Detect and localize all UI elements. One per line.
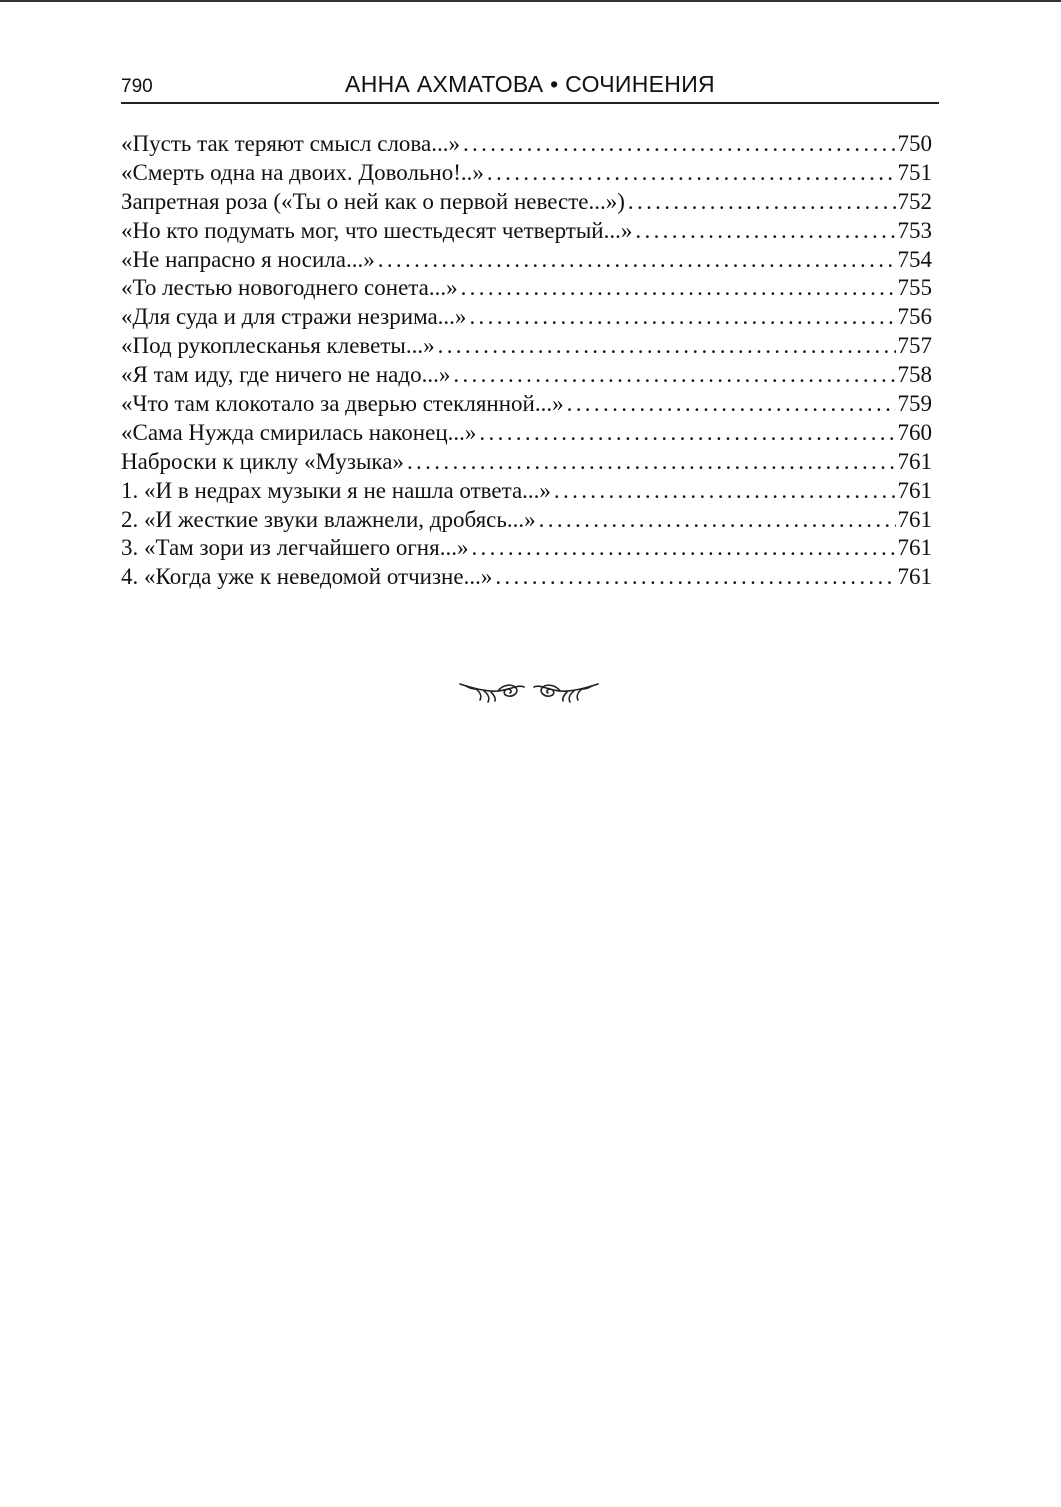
- toc-entry-page: 753: [897, 217, 932, 243]
- toc-entry-page: 761: [897, 535, 932, 561]
- toc-entry[interactable]: [121, 188, 932, 217]
- toc-dot-leader: [463, 130, 896, 159]
- toc-entry[interactable]: [121, 246, 932, 275]
- toc-dot-leader: [567, 390, 896, 419]
- toc-entry[interactable]: [121, 563, 932, 592]
- page-number: 790: [121, 76, 153, 97]
- toc-entry-page: 761: [897, 564, 932, 590]
- flourish-ornament-icon: [458, 676, 600, 706]
- toc-dot-leader: [635, 217, 895, 246]
- toc-dot-leader: [469, 303, 895, 332]
- running-head: [121, 66, 939, 104]
- toc-entry-page: 758: [897, 362, 932, 388]
- toc-entry-page: 750: [897, 131, 932, 156]
- toc-entry-page: 757: [897, 333, 932, 359]
- toc-entry-page: 760: [897, 419, 932, 445]
- toc-dot-leader: [628, 188, 896, 217]
- toc-entry-page: 761: [897, 477, 932, 503]
- table-of-contents: [121, 130, 932, 592]
- toc-dot-leader: [554, 477, 896, 506]
- toc-entry[interactable]: [121, 448, 932, 477]
- toc-entry-page: 761: [897, 506, 932, 532]
- toc-dot-leader: [407, 448, 896, 477]
- toc-entry[interactable]: [121, 534, 932, 563]
- toc-entry-page: 754: [897, 246, 932, 272]
- toc-dot-leader: [453, 361, 895, 390]
- toc-entry-title: «Но кто подумать мог, что шестьдесят четвертый...»: [121, 217, 633, 243]
- toc-entry-title: «Что там клокотало за дверью стеклянной...»: [121, 391, 564, 417]
- toc-entry-title: «Под рукоплесканья клеветы...»: [121, 333, 435, 359]
- toc-entry-title: «Не напрасно я носила...»: [121, 246, 375, 272]
- toc-entry[interactable]: [121, 332, 932, 361]
- toc-entry-page: 761: [897, 448, 932, 474]
- toc-entry[interactable]: [121, 477, 932, 506]
- toc-entry[interactable]: [121, 159, 932, 188]
- toc-entry[interactable]: [121, 303, 932, 332]
- toc-entry-title: 3. «Там зори из легчайшего огня...»: [121, 535, 469, 561]
- toc-dot-leader: [378, 246, 896, 275]
- toc-entry-page: 759: [897, 391, 932, 417]
- toc-entry-title: «Для суда и для стражи незрима...»: [121, 304, 467, 330]
- toc-dot-leader: [471, 534, 895, 563]
- running-title: АННА АХМАТОВА • СОЧИНЕНИЯ: [345, 71, 715, 97]
- toc-entry-page: 752: [897, 188, 932, 214]
- toc-entry-title: «Я там иду, где ничего не надо...»: [121, 362, 451, 388]
- toc-entry-title: 4. «Когда уже к неведомой отчизне...»: [121, 564, 493, 590]
- toc-entry-title: Наброски к циклу «Музыка»: [121, 448, 404, 474]
- toc-dot-leader: [479, 419, 895, 448]
- toc-dot-leader: [487, 159, 896, 188]
- toc-dot-leader: [539, 506, 896, 535]
- toc-entry[interactable]: [121, 361, 932, 390]
- toc-dot-leader: [495, 563, 895, 592]
- toc-entry-title: «Смерть одна на двоих. Довольно!..»: [121, 159, 484, 185]
- page-top-edge: [0, 0, 1061, 2]
- toc-entry-page: 751: [897, 159, 932, 185]
- toc-entry-title: «Пусть так теряют смысл слова...»: [121, 131, 460, 156]
- toc-entry-title: «То лестью новогоднего сонета...»: [121, 275, 458, 301]
- toc-entry-title: 2. «И жесткие звуки влажнели, дробясь...»: [121, 506, 536, 532]
- toc-dot-leader: [461, 274, 896, 303]
- toc-entry[interactable]: [121, 390, 932, 419]
- toc-dot-leader: [438, 332, 896, 361]
- toc-entry[interactable]: [121, 274, 932, 303]
- toc-entry[interactable]: [121, 419, 932, 448]
- toc-entry-title: «Сама Нужда смирилась наконец...»: [121, 419, 477, 445]
- toc-entry-page: 756: [897, 304, 932, 330]
- toc-entry-title: Запретная роза («Ты о ней как о первой невесте...»): [121, 188, 625, 214]
- toc-entry[interactable]: [121, 130, 932, 159]
- toc-entry[interactable]: [121, 217, 932, 246]
- toc-entry-page: 755: [897, 275, 932, 301]
- toc-entry-title: 1. «И в недрах музыки я не нашла ответа...»: [121, 477, 551, 503]
- toc-entry[interactable]: [121, 506, 932, 535]
